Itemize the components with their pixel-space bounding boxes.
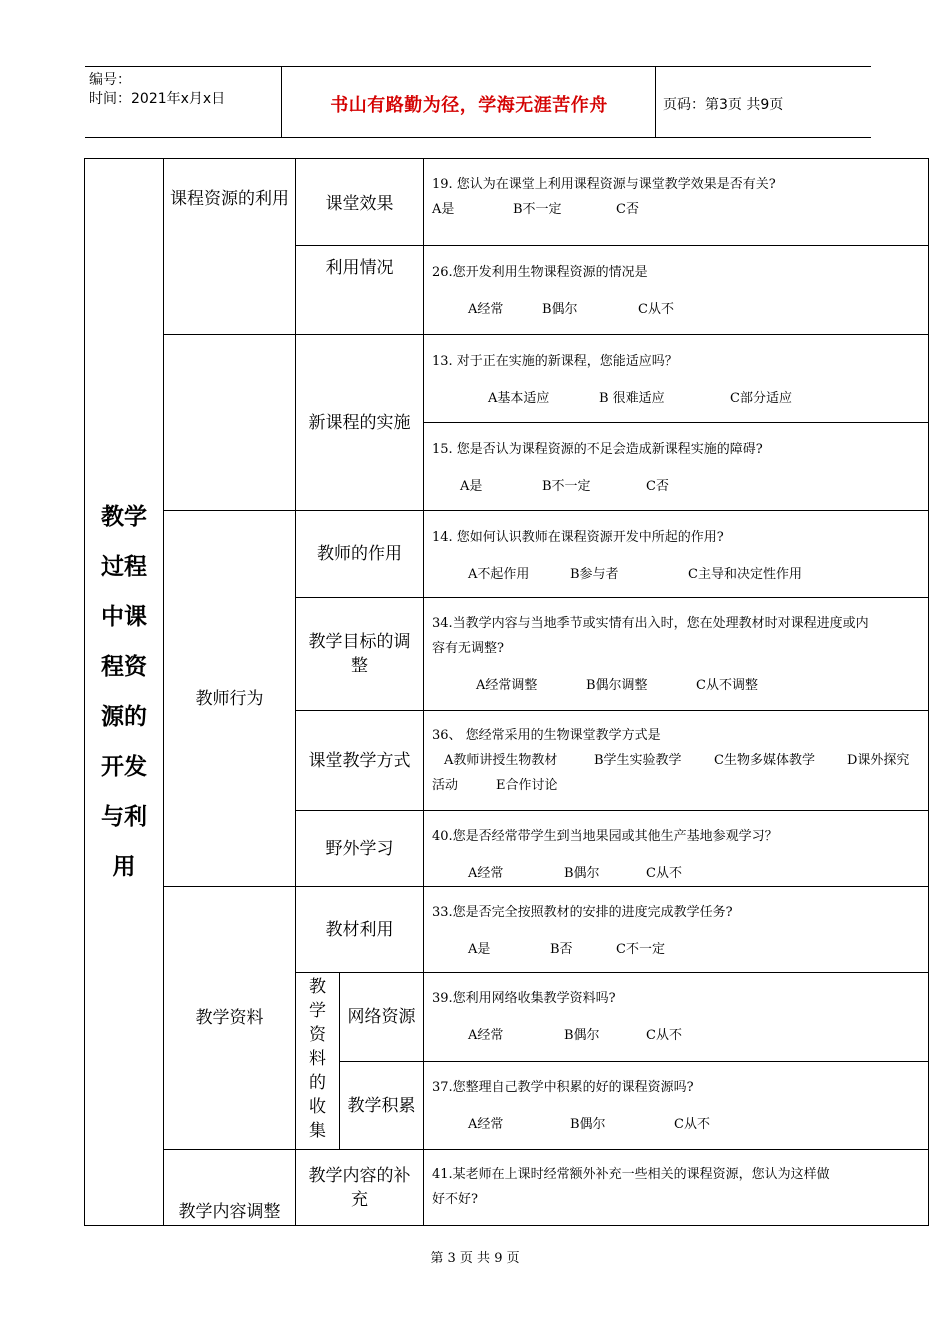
subcategory-cell — [340, 1062, 424, 1150]
header-meta — [89, 71, 225, 109]
question-34-line1: 34.当教学内容与当地季节或实情有出入时，您在处理教材时对课程进度或内 — [432, 616, 869, 631]
option: C否 — [616, 202, 639, 217]
question-cell — [424, 159, 929, 246]
option: A不起作用 — [468, 567, 530, 582]
subcategory-cell — [296, 711, 424, 811]
option: B不一定 — [513, 202, 562, 217]
option: A经常 — [468, 302, 504, 317]
options-36-line2 — [424, 773, 928, 798]
subcategory-cell — [296, 598, 424, 711]
question-15: 15. 您是否认为课程资源的不足会造成新课程实施的障碍? — [432, 442, 763, 457]
options-26 — [424, 297, 928, 322]
date-label: 时间：2021年x月x日 — [89, 91, 226, 107]
option: C部分适应 — [730, 391, 792, 406]
option: C不一定 — [616, 942, 665, 957]
option: B偶尔 — [564, 1028, 600, 1043]
sub-field-study: 野外学习 — [325, 838, 394, 859]
options-34 — [424, 673, 928, 698]
sub-teacher-role: 教师的作用 — [317, 544, 402, 564]
option: B参与者 — [570, 567, 619, 582]
question-cell — [424, 887, 929, 973]
main-category: 教学过程中课程资源的开发与利用 — [101, 504, 147, 880]
options-36 — [424, 748, 928, 773]
subcategory-cell — [296, 973, 340, 1150]
option: C主导和决定性作用 — [688, 567, 802, 582]
options-37 — [424, 1112, 928, 1137]
category-teacher: 教师行为 — [195, 688, 264, 709]
question-cell — [424, 246, 929, 335]
main-category-cell — [85, 159, 164, 1226]
option: B学生实验教学 — [594, 753, 682, 768]
category-cell — [164, 887, 296, 1150]
subcategory-cell — [340, 973, 424, 1062]
option: A基本适应 — [488, 391, 550, 406]
question-36: 36、 您经常采用的生物课堂教学方式是 — [432, 728, 661, 743]
subcategory-cell — [296, 159, 424, 246]
sub-new-curriculum: 新课程的实施 — [308, 412, 411, 433]
question-13: 13. 对于正在实施的新课程，您能适应吗？ — [432, 354, 678, 369]
sub-content-supplement: 教学内容的补充 — [308, 1166, 411, 1210]
option: B偶尔 — [564, 866, 600, 881]
option: B偶尔调整 — [586, 678, 648, 693]
category-content: 教学内容调整 — [178, 1202, 281, 1222]
sub-accumulation: 教学积累 — [347, 1095, 416, 1116]
question-40: 40.您是否经常带学生到当地果园或其他生产基地参观学习？ — [432, 829, 778, 844]
sub-collection: 教学资料的收集 — [309, 977, 326, 1141]
question-33: 33.您是否完全按照教材的安排的进度完成教学任务? — [432, 905, 733, 920]
sub-textbook: 教材利用 — [325, 919, 394, 940]
question-39: 39.您利用网络收集教学资料吗? — [432, 991, 616, 1006]
option: C从不 — [674, 1117, 710, 1132]
sub-usage: 利用情况 — [325, 258, 394, 278]
question-26: 26.您开发利用生物课程资源的情况是 — [432, 265, 648, 280]
options-15 — [424, 474, 928, 499]
option: A经常调整 — [476, 678, 538, 693]
option: A经常 — [468, 1028, 504, 1043]
question-cell — [424, 423, 929, 511]
serial-label: 编号： — [89, 72, 131, 88]
header-divider — [281, 67, 282, 137]
option: C从不 — [638, 302, 674, 317]
option: A教师讲授生物教材 — [444, 753, 558, 768]
options-40 — [424, 861, 928, 886]
question-cell — [424, 335, 929, 423]
header-motto: 书山有路勤为径，学海无涯苦作舟 — [330, 95, 608, 116]
page-header — [85, 66, 871, 138]
question-cell — [424, 1150, 929, 1226]
options-14 — [424, 562, 928, 587]
option: B否 — [550, 942, 573, 957]
subcategory-cell — [296, 811, 424, 887]
sub-goal-adjust: 教学目标的调整 — [308, 632, 411, 676]
options-39 — [424, 1023, 928, 1048]
header-divider — [655, 67, 656, 137]
sub-teaching-method: 课堂教学方式 — [308, 750, 411, 771]
options-33 — [424, 937, 928, 962]
option: 活动 — [432, 778, 459, 793]
option: B 很难适应 — [599, 391, 665, 406]
sub-network: 网络资源 — [347, 1007, 416, 1027]
page-footer: 第 3 页 共 9 页 — [430, 1251, 520, 1266]
category-cell — [164, 159, 296, 335]
question-14: 14. 您如何认识教师在课程资源开发中所起的作用? — [432, 530, 724, 545]
category-cell-empty — [164, 335, 296, 511]
question-cell — [424, 1062, 929, 1150]
question-41-line2: 好不好? — [432, 1192, 478, 1207]
category-cell — [164, 511, 296, 887]
sub-classroom-effect: 课堂效果 — [325, 194, 394, 214]
option: D课外探究 — [847, 753, 910, 768]
question-cell — [424, 973, 929, 1062]
question-34-line2: 容有无调整? — [432, 641, 504, 656]
option: C从不 — [646, 1028, 682, 1043]
option: C生物多媒体教学 — [714, 753, 815, 768]
question-41-line1: 41.某老师在上课时经常额外补充一些相关的课程资源，您认为这样做 — [432, 1167, 830, 1182]
option: A经常 — [468, 1117, 504, 1132]
category-cell — [164, 1150, 296, 1226]
subcategory-cell — [296, 335, 424, 511]
subcategory-cell — [296, 1150, 424, 1226]
option: A经常 — [468, 866, 504, 881]
option: B不一定 — [542, 479, 591, 494]
question-19: 19. 您认为在课堂上利用课程资源与课堂教学效果是否有关? — [432, 177, 776, 192]
options-19 — [424, 197, 928, 222]
option: B偶尔 — [570, 1117, 606, 1132]
category-resource-use: 课程资源的利用 — [170, 189, 289, 209]
subcategory-cell — [296, 887, 424, 973]
options-13 — [424, 386, 928, 411]
question-cell — [424, 711, 929, 811]
option: C从不 — [646, 866, 682, 881]
question-cell — [424, 811, 929, 887]
category-materials: 教学资料 — [195, 1008, 264, 1028]
option: A是 — [460, 479, 483, 494]
subcategory-cell — [296, 246, 424, 335]
option: B偶尔 — [542, 302, 578, 317]
survey-table — [84, 158, 929, 1226]
option: E合作讨论 — [496, 778, 558, 793]
question-cell — [424, 598, 929, 711]
option: A是 — [468, 942, 491, 957]
question-37: 37.您整理自己教学中积累的好的课程资源吗? — [432, 1080, 694, 1095]
option: C从不调整 — [696, 678, 758, 693]
subcategory-cell — [296, 511, 424, 598]
question-cell — [424, 511, 929, 598]
option: A是 — [432, 202, 455, 217]
option: C否 — [646, 479, 669, 494]
header-page-info: 页码：第3页 共9页 — [663, 97, 784, 113]
